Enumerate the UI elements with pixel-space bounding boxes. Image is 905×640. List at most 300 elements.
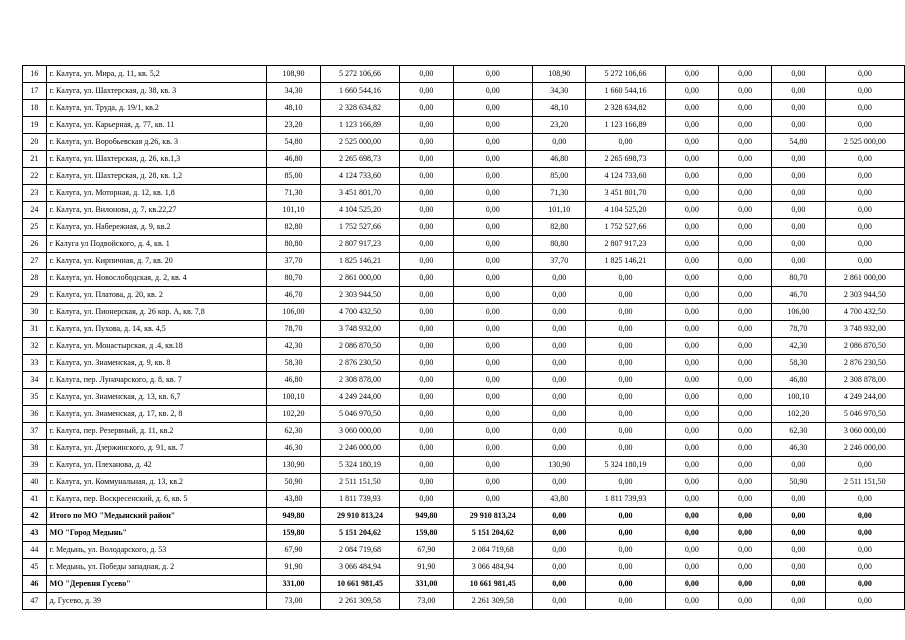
cell-cost-col-3: 0,00	[453, 389, 532, 406]
cell-cost-total: 3 748 932,00	[320, 321, 399, 338]
cell-area-col-9: 102,20	[772, 406, 825, 423]
cell-area-col-7: 0,00	[665, 287, 718, 304]
cell-row-number: 25	[23, 219, 47, 236]
cell-area-col-3: 67,90	[400, 542, 453, 559]
cell-row-number: 24	[23, 202, 47, 219]
cell-area-total: 82,80	[267, 219, 320, 236]
cell-area-total: 949,80	[267, 508, 320, 525]
cell-cost-total: 4 249 244,00	[320, 389, 399, 406]
cell-area-col-5: 0,00	[532, 474, 585, 491]
cell-address: Итого по МО "Медынский район"	[46, 508, 267, 525]
cell-address: МО "Город Медынь"	[46, 525, 267, 542]
cell-area-total: 62,30	[267, 423, 320, 440]
table-row	[23, 83, 905, 100]
cell-area-col-3: 159,80	[400, 525, 453, 542]
cell-area-col-9: 46,80	[772, 372, 825, 389]
cell-area-col-5: 0,00	[532, 406, 585, 423]
table-row	[23, 423, 905, 440]
table-row	[23, 542, 905, 559]
cell-cost-col-9: 2 303 944,50	[825, 287, 904, 304]
cell-cost-col-9: 2 861 000,00	[825, 270, 904, 287]
cell-area-total: 101,10	[267, 202, 320, 219]
cell-area-col-5: 0,00	[532, 304, 585, 321]
cell-area-col-3: 0,00	[400, 355, 453, 372]
cell-cost-col-5: 0,00	[586, 338, 665, 355]
cell-cost-col-7: 0,00	[718, 219, 771, 236]
cell-area-col-3: 0,00	[400, 100, 453, 117]
cell-row-number: 41	[23, 491, 47, 508]
cell-area-col-3: 73,00	[400, 593, 453, 610]
cell-cost-col-3: 0,00	[453, 117, 532, 134]
cell-cost-col-7: 0,00	[718, 270, 771, 287]
cell-area-col-3: 0,00	[400, 440, 453, 457]
cell-area-col-3: 0,00	[400, 236, 453, 253]
cell-address: г. Калуга, ул. Шахтерская, д. 28, кв. 1,2	[46, 168, 267, 185]
cell-area-col-3: 0,00	[400, 151, 453, 168]
cell-area-col-5: 0,00	[532, 508, 585, 525]
cell-area-col-7: 0,00	[665, 168, 718, 185]
cell-cost-col-7: 0,00	[718, 100, 771, 117]
cell-area-total: 73,00	[267, 593, 320, 610]
cell-cost-col-5: 0,00	[586, 474, 665, 491]
cell-area-col-9: 100,10	[772, 389, 825, 406]
table-total-row	[23, 525, 905, 542]
cell-cost-col-5: 5 272 106,66	[586, 66, 665, 83]
table-row	[23, 406, 905, 423]
cell-area-total: 46,70	[267, 287, 320, 304]
cell-address: г Калуга ул Подвойского, д. 4, кв. 1	[46, 236, 267, 253]
cell-address: г. Калуга, ул. Труда, д. 19/1, кв.2	[46, 100, 267, 117]
cell-address: г. Калуга, пер. Воскресенский, д. 6, кв. 5	[46, 491, 267, 508]
cell-cost-total: 4 104 525,20	[320, 202, 399, 219]
cell-cost-col-5: 0,00	[586, 304, 665, 321]
cell-area-col-9: 0,00	[772, 83, 825, 100]
cell-area-col-5: 0,00	[532, 338, 585, 355]
cell-cost-col-3: 10 661 981,45	[453, 576, 532, 593]
cell-cost-col-3: 0,00	[453, 236, 532, 253]
cell-cost-col-5: 1 811 739,93	[586, 491, 665, 508]
cell-cost-col-9: 0,00	[825, 168, 904, 185]
cell-cost-col-3: 0,00	[453, 406, 532, 423]
table-row	[23, 355, 905, 372]
cell-area-total: 46,30	[267, 440, 320, 457]
cell-area-col-7: 0,00	[665, 593, 718, 610]
table-row	[23, 338, 905, 355]
cell-area-col-3: 0,00	[400, 457, 453, 474]
cell-area-col-3: 0,00	[400, 117, 453, 134]
cell-cost-col-5: 2 328 634,82	[586, 100, 665, 117]
cell-row-number: 42	[23, 508, 47, 525]
cell-cost-total: 1 825 146,21	[320, 253, 399, 270]
cell-area-col-3: 331,00	[400, 576, 453, 593]
cell-row-number: 30	[23, 304, 47, 321]
cell-cost-col-5: 0,00	[586, 287, 665, 304]
cell-cost-col-3: 0,00	[453, 219, 532, 236]
cell-cost-col-9: 0,00	[825, 100, 904, 117]
cell-area-col-3: 0,00	[400, 491, 453, 508]
cell-cost-col-9: 2 511 151,50	[825, 474, 904, 491]
cell-cost-col-9: 3 748 932,00	[825, 321, 904, 338]
cell-area-total: 46,80	[267, 151, 320, 168]
cell-area-col-5: 0,00	[532, 423, 585, 440]
cell-area-col-5: 82,80	[532, 219, 585, 236]
cell-address: г. Калуга, ул. Карьерная, д. 77, кв. 11	[46, 117, 267, 134]
cell-cost-col-7: 0,00	[718, 236, 771, 253]
cell-cost-col-7: 0,00	[718, 372, 771, 389]
cell-area-col-9: 0,00	[772, 151, 825, 168]
cell-cost-col-3: 0,00	[453, 474, 532, 491]
table-total-row	[23, 576, 905, 593]
cell-address: г. Калуга, ул. Платова, д. 20, кв. 2	[46, 287, 267, 304]
cell-area-col-3: 91,90	[400, 559, 453, 576]
cell-area-col-5: 80,80	[532, 236, 585, 253]
table-row	[23, 287, 905, 304]
cell-cost-col-7: 0,00	[718, 389, 771, 406]
cell-cost-total: 2 246 000,00	[320, 440, 399, 457]
cell-area-col-3: 0,00	[400, 321, 453, 338]
cell-area-col-3: 0,00	[400, 270, 453, 287]
cell-address: г. Калуга, ул. Знаменская, д. 13, кв. 6,7	[46, 389, 267, 406]
cell-cost-col-3: 0,00	[453, 372, 532, 389]
cell-cost-col-9: 0,00	[825, 253, 904, 270]
cell-row-number: 27	[23, 253, 47, 270]
cell-cost-col-3: 0,00	[453, 134, 532, 151]
cell-cost-col-3: 0,00	[453, 151, 532, 168]
cell-area-col-7: 0,00	[665, 236, 718, 253]
cell-cost-col-7: 0,00	[718, 134, 771, 151]
cell-cost-col-5: 0,00	[586, 525, 665, 542]
cell-area-col-3: 0,00	[400, 253, 453, 270]
cell-area-total: 100,10	[267, 389, 320, 406]
cell-area-col-7: 0,00	[665, 576, 718, 593]
cell-cost-total: 2 086 870,50	[320, 338, 399, 355]
cell-area-total: 102,20	[267, 406, 320, 423]
cell-area-col-9: 0,00	[772, 117, 825, 134]
cell-cost-total: 4 124 733,60	[320, 168, 399, 185]
cell-cost-col-3: 0,00	[453, 355, 532, 372]
cell-cost-col-3: 0,00	[453, 100, 532, 117]
cell-area-col-9: 0,00	[772, 66, 825, 83]
cell-area-col-3: 0,00	[400, 338, 453, 355]
cell-row-number: 17	[23, 83, 47, 100]
cell-cost-total: 2 328 634,82	[320, 100, 399, 117]
cell-area-total: 80,70	[267, 270, 320, 287]
cell-cost-total: 3 451 801,70	[320, 185, 399, 202]
cell-cost-col-5: 1 660 544,16	[586, 83, 665, 100]
cell-row-number: 38	[23, 440, 47, 457]
cell-address: г. Калуга, ул. Шахтерская, д. 38, кв. 3	[46, 83, 267, 100]
cell-row-number: 33	[23, 355, 47, 372]
cell-row-number: 35	[23, 389, 47, 406]
cell-area-col-9: 0,00	[772, 219, 825, 236]
cell-area-col-5: 0,00	[532, 559, 585, 576]
cell-area-col-7: 0,00	[665, 457, 718, 474]
cell-cost-col-7: 0,00	[718, 491, 771, 508]
cell-area-col-9: 46,30	[772, 440, 825, 457]
cell-row-number: 29	[23, 287, 47, 304]
cell-address: г. Калуга, ул. Пионерская, д. 26 кор. А, кв. 7,8	[46, 304, 267, 321]
cell-area-col-9: 0,00	[772, 593, 825, 610]
cell-area-col-5: 71,30	[532, 185, 585, 202]
cell-cost-total: 1 752 527,66	[320, 219, 399, 236]
cell-area-col-9: 0,00	[772, 457, 825, 474]
cell-area-col-9: 50,90	[772, 474, 825, 491]
cell-row-number: 37	[23, 423, 47, 440]
cell-cost-col-7: 0,00	[718, 508, 771, 525]
cell-area-col-5: 0,00	[532, 372, 585, 389]
cell-area-total: 85,00	[267, 168, 320, 185]
cell-cost-col-7: 0,00	[718, 525, 771, 542]
cell-address: г. Калуга, ул. Кирпичная, д. 7, кв. 20	[46, 253, 267, 270]
data-table	[22, 65, 905, 610]
cell-address: г. Калуга, ул. Плеханова, д. 42	[46, 457, 267, 474]
cell-cost-col-7: 0,00	[718, 66, 771, 83]
cell-area-col-7: 0,00	[665, 491, 718, 508]
cell-area-col-5: 0,00	[532, 440, 585, 457]
cell-cost-col-3: 29 910 813,24	[453, 508, 532, 525]
cell-cost-col-3: 0,00	[453, 185, 532, 202]
cell-row-number: 45	[23, 559, 47, 576]
cell-cost-col-9: 0,00	[825, 117, 904, 134]
cell-cost-col-5: 1 752 527,66	[586, 219, 665, 236]
cell-cost-col-7: 0,00	[718, 253, 771, 270]
cell-area-col-5: 0,00	[532, 287, 585, 304]
cell-cost-total: 3 060 000,00	[320, 423, 399, 440]
cell-cost-total: 4 700 432,50	[320, 304, 399, 321]
cell-area-col-7: 0,00	[665, 66, 718, 83]
table-row	[23, 219, 905, 236]
cell-area-total: 130,90	[267, 457, 320, 474]
cell-area-col-3: 0,00	[400, 185, 453, 202]
cell-cost-col-9: 0,00	[825, 576, 904, 593]
cell-cost-col-5: 0,00	[586, 321, 665, 338]
cell-area-col-7: 0,00	[665, 253, 718, 270]
cell-cost-col-3: 5 151 204,62	[453, 525, 532, 542]
cell-cost-col-9: 0,00	[825, 457, 904, 474]
cell-cost-col-7: 0,00	[718, 321, 771, 338]
cell-cost-col-5: 1 825 146,21	[586, 253, 665, 270]
cell-cost-total: 2 807 917,23	[320, 236, 399, 253]
cell-address: г. Медынь, ул. Победы западная, д. 2	[46, 559, 267, 576]
cell-cost-col-5: 3 451 801,70	[586, 185, 665, 202]
cell-area-col-7: 0,00	[665, 185, 718, 202]
cell-cost-col-3: 2 261 309,58	[453, 593, 532, 610]
cell-cost-col-3: 0,00	[453, 66, 532, 83]
table-row	[23, 236, 905, 253]
cell-area-col-7: 0,00	[665, 559, 718, 576]
cell-area-col-7: 0,00	[665, 270, 718, 287]
cell-row-number: 16	[23, 66, 47, 83]
cell-address: г. Калуга, ул. Шахтерская, д. 26, кв.1,3	[46, 151, 267, 168]
cell-row-number: 39	[23, 457, 47, 474]
cell-cost-col-5: 2 265 698,73	[586, 151, 665, 168]
cell-area-total: 58,30	[267, 355, 320, 372]
cell-row-number: 36	[23, 406, 47, 423]
cell-cost-total: 2 084 719,68	[320, 542, 399, 559]
cell-area-col-5: 0,00	[532, 134, 585, 151]
cell-address: д. Гусево, д. 39	[46, 593, 267, 610]
cell-cost-total: 5 324 180,19	[320, 457, 399, 474]
cell-row-number: 20	[23, 134, 47, 151]
cell-cost-total: 2 261 309,58	[320, 593, 399, 610]
cell-cost-total: 10 661 981,45	[320, 576, 399, 593]
cell-row-number: 21	[23, 151, 47, 168]
cell-area-col-9: 0,00	[772, 202, 825, 219]
cell-cost-col-5: 5 324 180,19	[586, 457, 665, 474]
cell-area-col-7: 0,00	[665, 525, 718, 542]
cell-area-total: 91,90	[267, 559, 320, 576]
cell-cost-col-5: 0,00	[586, 542, 665, 559]
cell-cost-col-5: 0,00	[586, 440, 665, 457]
cell-address: г. Калуга, ул. Знаменская, д. 17, кв. 2, 8	[46, 406, 267, 423]
cell-cost-col-5: 0,00	[586, 372, 665, 389]
cell-area-col-7: 0,00	[665, 134, 718, 151]
cell-area-col-7: 0,00	[665, 423, 718, 440]
table-row	[23, 151, 905, 168]
cell-cost-col-9: 0,00	[825, 542, 904, 559]
cell-area-col-9: 0,00	[772, 576, 825, 593]
table-row	[23, 202, 905, 219]
cell-cost-col-7: 0,00	[718, 457, 771, 474]
cell-cost-col-9: 5 046 970,50	[825, 406, 904, 423]
cell-cost-col-7: 0,00	[718, 355, 771, 372]
cell-cost-col-5: 1 123 166,89	[586, 117, 665, 134]
cell-cost-col-5: 0,00	[586, 406, 665, 423]
cell-cost-total: 5 151 204,62	[320, 525, 399, 542]
cell-area-col-5: 34,30	[532, 83, 585, 100]
table-row	[23, 117, 905, 134]
cell-cost-col-9: 2 308 878,00	[825, 372, 904, 389]
cell-address: МО "Деревня Гусево"	[46, 576, 267, 593]
cell-area-col-3: 949,80	[400, 508, 453, 525]
cell-area-col-3: 0,00	[400, 287, 453, 304]
cell-area-col-5: 23,20	[532, 117, 585, 134]
cell-row-number: 43	[23, 525, 47, 542]
cell-cost-col-9: 0,00	[825, 508, 904, 525]
cell-cost-total: 3 066 484,94	[320, 559, 399, 576]
table-row	[23, 474, 905, 491]
cell-area-col-3: 0,00	[400, 134, 453, 151]
cell-cost-col-7: 0,00	[718, 117, 771, 134]
cell-area-col-7: 0,00	[665, 542, 718, 559]
cell-area-total: 80,80	[267, 236, 320, 253]
table-row	[23, 185, 905, 202]
cell-row-number: 22	[23, 168, 47, 185]
cell-cost-col-9: 2 246 000,00	[825, 440, 904, 457]
cell-area-col-7: 0,00	[665, 355, 718, 372]
cell-cost-col-3: 2 084 719,68	[453, 542, 532, 559]
table-row	[23, 559, 905, 576]
cell-area-total: 159,80	[267, 525, 320, 542]
cell-cost-col-7: 0,00	[718, 83, 771, 100]
cell-cost-col-7: 0,00	[718, 185, 771, 202]
cell-cost-col-3: 0,00	[453, 304, 532, 321]
cell-area-col-9: 78,70	[772, 321, 825, 338]
cell-cost-col-7: 0,00	[718, 423, 771, 440]
cell-address: г. Калуга, ул. Пухова, д. 14, кв. 4,5	[46, 321, 267, 338]
cell-cost-col-9: 3 060 000,00	[825, 423, 904, 440]
cell-area-col-3: 0,00	[400, 168, 453, 185]
cell-area-total: 42,30	[267, 338, 320, 355]
cell-address: г. Калуга, пер. Луначарского, д. 8, кв. 7	[46, 372, 267, 389]
cell-cost-col-5: 0,00	[586, 423, 665, 440]
cell-cost-total: 2 861 000,00	[320, 270, 399, 287]
cell-cost-col-9: 0,00	[825, 219, 904, 236]
cell-cost-col-9: 0,00	[825, 593, 904, 610]
cell-area-total: 34,30	[267, 83, 320, 100]
cell-cost-col-9: 0,00	[825, 236, 904, 253]
cell-area-col-9: 58,30	[772, 355, 825, 372]
cell-area-col-9: 0,00	[772, 236, 825, 253]
cell-row-number: 34	[23, 372, 47, 389]
table-row	[23, 168, 905, 185]
cell-area-col-7: 0,00	[665, 508, 718, 525]
cell-address: г. Калуга, ул. Монастырская, д .4, кв.18	[46, 338, 267, 355]
cell-area-col-3: 0,00	[400, 66, 453, 83]
table-row	[23, 253, 905, 270]
cell-cost-col-5: 4 104 525,20	[586, 202, 665, 219]
cell-area-col-7: 0,00	[665, 100, 718, 117]
cell-row-number: 46	[23, 576, 47, 593]
cell-cost-col-3: 0,00	[453, 83, 532, 100]
cell-cost-total: 1 660 544,16	[320, 83, 399, 100]
table-body	[23, 66, 905, 610]
cell-cost-col-3: 0,00	[453, 423, 532, 440]
cell-area-col-9: 80,70	[772, 270, 825, 287]
cell-area-col-9: 0,00	[772, 185, 825, 202]
cell-cost-col-9: 0,00	[825, 525, 904, 542]
cell-area-col-3: 0,00	[400, 219, 453, 236]
cell-cost-col-3: 0,00	[453, 457, 532, 474]
table-row	[23, 389, 905, 406]
cell-cost-col-7: 0,00	[718, 542, 771, 559]
cell-cost-col-7: 0,00	[718, 406, 771, 423]
cell-cost-total: 5 046 970,50	[320, 406, 399, 423]
cell-row-number: 18	[23, 100, 47, 117]
cell-area-col-7: 0,00	[665, 151, 718, 168]
cell-area-total: 23,20	[267, 117, 320, 134]
cell-area-col-7: 0,00	[665, 219, 718, 236]
cell-cost-total: 1 123 166,89	[320, 117, 399, 134]
cell-address: г. Калуга, ул. Воробьевская д.26, кв. 3	[46, 134, 267, 151]
cell-area-col-9: 54,80	[772, 134, 825, 151]
cell-area-col-7: 0,00	[665, 389, 718, 406]
cell-address: г. Калуга, ул. Знаменская, д. 9, кв. 8	[46, 355, 267, 372]
cell-row-number: 23	[23, 185, 47, 202]
cell-cost-col-5: 0,00	[586, 270, 665, 287]
cell-cost-total: 2 308 878,00	[320, 372, 399, 389]
cell-area-total: 48,10	[267, 100, 320, 117]
cell-cost-col-9: 2 525 000,00	[825, 134, 904, 151]
cell-cost-col-5: 2 807 917,23	[586, 236, 665, 253]
table-row	[23, 270, 905, 287]
cell-area-col-5: 108,90	[532, 66, 585, 83]
cell-area-col-5: 0,00	[532, 525, 585, 542]
cell-area-col-7: 0,00	[665, 117, 718, 134]
table-total-row	[23, 508, 905, 525]
cell-cost-col-7: 0,00	[718, 151, 771, 168]
cell-area-col-3: 0,00	[400, 202, 453, 219]
cell-area-col-7: 0,00	[665, 474, 718, 491]
table-row	[23, 491, 905, 508]
table-row	[23, 372, 905, 389]
cell-cost-col-9: 0,00	[825, 151, 904, 168]
cell-cost-total: 1 811 739,93	[320, 491, 399, 508]
cell-address: г. Калуга, ул. Новослободская, д. 2, кв. 4	[46, 270, 267, 287]
cell-area-col-5: 85,00	[532, 168, 585, 185]
table-row	[23, 457, 905, 474]
cell-cost-col-7: 0,00	[718, 474, 771, 491]
